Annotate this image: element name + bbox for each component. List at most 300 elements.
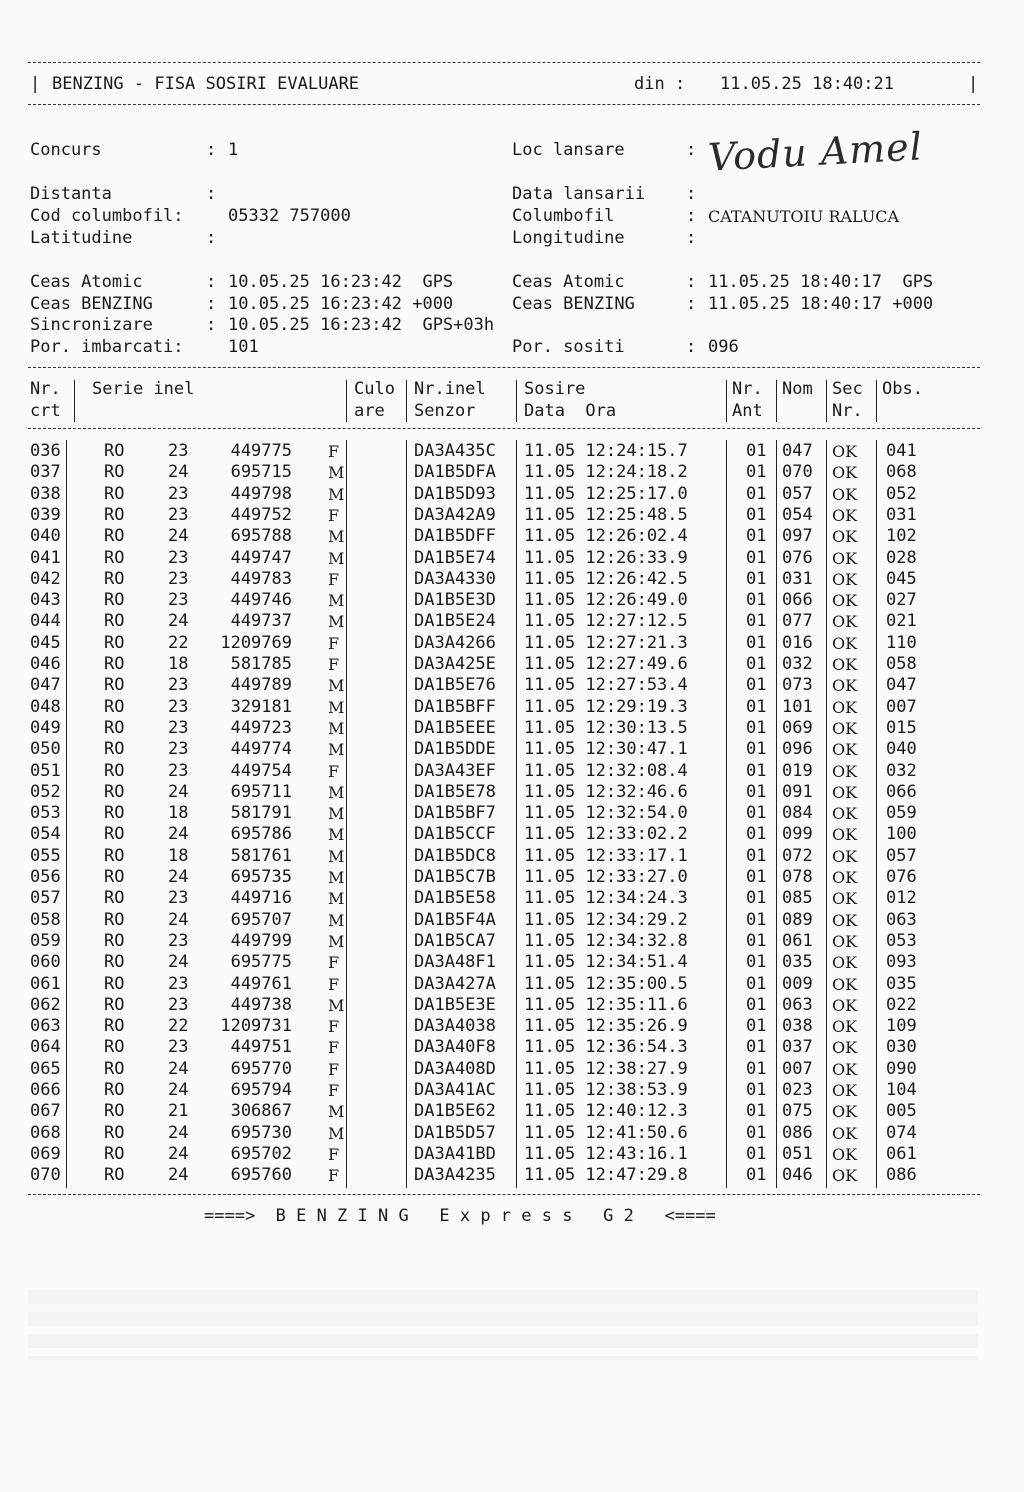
cell-arrival: 11.05 12:33:27.0: [524, 867, 688, 887]
table-row: [0, 1144, 1000, 1165]
cell-nom: 089: [782, 909, 813, 930]
col-header-sec-nr: Nr.: [832, 401, 863, 421]
cell-country: RO: [104, 1058, 125, 1079]
col-header-culoare: Culo: [354, 379, 395, 399]
cell-sex: F: [328, 655, 340, 674]
cell-obs: 059: [886, 803, 917, 824]
cell-nom: 051: [782, 1143, 813, 1164]
cell-nr-crt: 055: [30, 845, 61, 866]
cell-nom: 016: [782, 632, 813, 653]
cell-nr-ant: 01: [746, 632, 767, 653]
cell-nr-ant: 01: [746, 462, 767, 483]
cell-sensor: DA1B5E74: [414, 547, 496, 568]
cell-sec: OK: [832, 1017, 858, 1037]
cell-sec: OK: [832, 995, 858, 1015]
cell-sec: OK: [832, 846, 858, 866]
cell-sec: OK: [832, 633, 858, 653]
cell-sex: M: [328, 804, 345, 824]
cell-sex: M: [328, 910, 345, 930]
cell-nom: 069: [782, 717, 813, 738]
cell-arrival: 11.05 12:26:49.0: [524, 590, 688, 611]
col-header-crt: crt: [30, 401, 61, 421]
cell-nr-crt: 042: [30, 568, 61, 589]
cell-ring: 449799: [230, 930, 292, 951]
cell-arrival: 11.05 12:35:11.6: [524, 994, 688, 1015]
table-row: [0, 462, 1000, 483]
table-row: [0, 888, 1000, 909]
cell-nr-ant: 01: [746, 696, 767, 717]
cell-nom: 075: [782, 1101, 813, 1122]
cell-nr-crt: 040: [30, 526, 61, 547]
cell-sec: OK: [832, 463, 858, 483]
ceas-atomic-label-2: Ceas Atomic: [512, 272, 625, 292]
cell-year: 22: [168, 1016, 189, 1037]
cell-arrival: 11.05 12:26:42.5: [524, 568, 688, 589]
col-header-obs: Obs.: [882, 379, 923, 399]
cell-country: RO: [104, 1165, 125, 1186]
table-row: [0, 1037, 1000, 1058]
cell-nr-crt: 067: [30, 1101, 61, 1122]
cell-arrival: 11.05 12:47:29.8: [524, 1165, 688, 1186]
cell-obs: 063: [886, 909, 917, 930]
cell-sex: F: [328, 1144, 340, 1164]
cell-year: 18: [168, 845, 189, 866]
table-row: [0, 782, 1000, 803]
cell-country: RO: [104, 483, 125, 504]
cell-obs: 104: [886, 1080, 917, 1100]
cell-nr-ant: 01: [746, 717, 767, 738]
col-header-ant: Ant: [732, 401, 763, 421]
cell-ring: 449761: [230, 973, 292, 994]
cell-obs: 109: [886, 1016, 917, 1037]
cell-sensor: DA1B5E3D: [414, 590, 496, 611]
cell-sec: OK: [832, 974, 858, 994]
ceas-benzing-label: Ceas BENZING: [30, 294, 153, 314]
cell-ring: 449774: [230, 739, 292, 760]
cell-arrival: 11.05 12:32:46.6: [524, 781, 688, 802]
table-row: [0, 611, 1000, 632]
table-row: [0, 761, 1000, 782]
cell-arrival: 11.05 12:30:13.5: [524, 717, 688, 738]
cell-ring: 449752: [230, 504, 292, 525]
cell-sec: OK: [832, 1144, 858, 1164]
cell-nom: 061: [782, 930, 813, 951]
cell-sex: M: [328, 612, 345, 632]
cell-sec: OK: [832, 868, 858, 887]
cell-arrival: 11.05 12:41:50.6: [524, 1122, 688, 1143]
cell-nr-crt: 059: [30, 930, 61, 951]
cell-obs: 053: [886, 930, 917, 951]
cell-year: 24: [168, 824, 189, 845]
cell-ring: 449798: [230, 483, 292, 504]
cell-sensor: DA3A42A9: [414, 504, 496, 525]
cell-nr-ant: 01: [746, 547, 767, 568]
cell-obs: 041: [886, 441, 917, 461]
cell-nr-ant: 01: [746, 1101, 767, 1122]
cell-nom: 076: [782, 547, 813, 568]
ceas-benzing-label-2: Ceas BENZING: [512, 294, 635, 314]
cell-sensor: DA3A435C: [414, 441, 496, 461]
cell-nom: 086: [782, 1122, 813, 1143]
cell-year: 24: [168, 611, 189, 632]
cell-sensor: DA1B5CA7: [414, 930, 496, 951]
cell-obs: 093: [886, 952, 917, 973]
cell-ring: 695770: [230, 1058, 292, 1079]
cell-nr-ant: 01: [746, 1037, 767, 1058]
cell-sensor: DA3A4038: [414, 1016, 496, 1037]
cell-sec: OK: [832, 825, 858, 845]
cell-nr-ant: 01: [746, 1143, 767, 1164]
cell-nr-ant: 01: [746, 526, 767, 547]
cell-nr-ant: 01: [746, 1058, 767, 1079]
cell-ring: 695760: [230, 1165, 292, 1186]
cell-nr-crt: 054: [30, 824, 61, 845]
distanta-colon: :: [206, 184, 217, 204]
table-row: [0, 718, 1000, 739]
cell-sec: OK: [832, 782, 858, 802]
cell-nr-ant: 01: [746, 483, 767, 504]
cell-country: RO: [104, 654, 125, 674]
cell-year: 23: [168, 739, 189, 760]
cell-nr-ant: 01: [746, 845, 767, 866]
table-row: [0, 654, 1000, 675]
cell-nr-ant: 01: [746, 739, 767, 760]
cell-nr-ant: 01: [746, 504, 767, 525]
cell-nom: 009: [782, 973, 813, 994]
cell-nr-ant: 01: [746, 803, 767, 824]
cell-nr-ant: 01: [746, 994, 767, 1015]
ceas-atomic-start: 10.05.25 16:23:42 GPS: [228, 272, 454, 292]
cell-nom: 038: [782, 1016, 813, 1037]
cell-nr-crt: 056: [30, 867, 61, 887]
cell-sex: F: [328, 569, 340, 589]
cell-sensor: DA3A4266: [414, 632, 496, 653]
cod-columbofil-value: 05332 757000: [228, 206, 351, 226]
cell-sensor: DA1B5EEE: [414, 717, 496, 738]
cell-sensor: DA1B5E76: [414, 675, 496, 696]
cell-nr-crt: 036: [30, 441, 61, 461]
cell-arrival: 11.05 12:38:53.9: [524, 1080, 688, 1100]
cell-year: 23: [168, 696, 189, 717]
cell-obs: 090: [886, 1058, 917, 1079]
cell-arrival: 11.05 12:34:32.8: [524, 930, 688, 951]
cell-year: 24: [168, 1165, 189, 1186]
cell-year: 23: [168, 760, 189, 781]
cell-sex: F: [328, 1081, 340, 1100]
report-title: BENZING - FISA SOSIRI EVALUARE: [52, 74, 360, 94]
ceas-benzing-colon: :: [206, 294, 217, 314]
cell-arrival: 11.05 12:24:15.7: [524, 441, 688, 461]
cell-nr-crt: 068: [30, 1122, 61, 1143]
cell-nr-ant: 01: [746, 590, 767, 611]
cell-nr-ant: 01: [746, 1016, 767, 1037]
cell-year: 22: [168, 632, 189, 653]
cell-sex: M: [328, 889, 345, 909]
latitudine-colon: :: [206, 228, 217, 248]
cell-ring: 449738: [230, 994, 292, 1015]
cell-nr-ant: 01: [746, 1165, 767, 1186]
table-row: [0, 1080, 1000, 1101]
table-row: [0, 1123, 1000, 1144]
cell-nr-crt: 038: [30, 483, 61, 504]
cell-sec: OK: [832, 1059, 858, 1079]
cell-sec: OK: [832, 804, 858, 824]
columbofil-label: Columbofil: [512, 206, 615, 226]
cell-ring: 695730: [230, 1122, 292, 1143]
col-header-nr: Nr.: [30, 379, 61, 399]
cell-arrival: 11.05 12:35:00.5: [524, 973, 688, 994]
cell-nr-crt: 063: [30, 1016, 61, 1037]
distanta-label: Distanta: [30, 184, 112, 204]
col-header-nr-inel: Nr.inel: [414, 379, 486, 399]
cell-year: 24: [168, 462, 189, 483]
cell-arrival: 11.05 12:38:27.9: [524, 1058, 688, 1079]
cell-nr-ant: 01: [746, 611, 767, 632]
table-row: [0, 931, 1000, 952]
cell-sec: OK: [832, 527, 858, 547]
longitudine-label: Longitudine: [512, 228, 625, 248]
cell-ring: 329181: [230, 696, 292, 717]
cell-sex: F: [328, 1059, 340, 1079]
cell-nr-ant: 01: [746, 909, 767, 930]
cell-sex: F: [328, 974, 340, 994]
cell-nom: 096: [782, 739, 813, 760]
concurs-colon: :: [206, 140, 217, 160]
cell-country: RO: [104, 781, 125, 802]
cell-ring: 449747: [230, 547, 292, 568]
table-row: [0, 548, 1000, 569]
cell-nr-crt: 051: [30, 760, 61, 781]
cell-nr-crt: 050: [30, 739, 61, 760]
cell-nr-ant: 01: [746, 824, 767, 845]
cell-obs: 035: [886, 973, 917, 994]
cell-country: RO: [104, 1016, 125, 1037]
cell-sensor: DA1B5E78: [414, 781, 496, 802]
cell-sensor: DA1B5BF7: [414, 803, 496, 824]
cell-obs: 074: [886, 1122, 917, 1143]
columbofil-value: CATANUTOIU RALUCA: [708, 207, 900, 226]
cell-sensor: DA1B5C7B: [414, 867, 496, 887]
cell-obs: 028: [886, 547, 917, 568]
cell-sensor: DA3A425E: [414, 654, 496, 674]
cell-country: RO: [104, 632, 125, 653]
cell-nom: 085: [782, 888, 813, 909]
cell-nr-crt: 045: [30, 632, 61, 653]
cell-country: RO: [104, 739, 125, 760]
cell-arrival: 11.05 12:34:24.3: [524, 888, 688, 909]
cell-sensor: DA3A41BD: [414, 1143, 496, 1164]
table-row: [0, 484, 1000, 505]
cell-nr-crt: 058: [30, 909, 61, 930]
ceas-atomic-end: 11.05.25 18:40:17 GPS: [708, 272, 934, 292]
cell-obs: 015: [886, 717, 917, 738]
cell-ring: 449775: [230, 441, 292, 461]
cell-arrival: 11.05 12:33:02.2: [524, 824, 688, 845]
cell-year: 24: [168, 909, 189, 930]
cell-year: 23: [168, 994, 189, 1015]
table-row: [0, 974, 1000, 995]
cell-obs: 007: [886, 696, 917, 717]
cell-ring: 695707: [230, 909, 292, 930]
cell-nom: 031: [782, 568, 813, 589]
cell-nr-ant: 01: [746, 930, 767, 951]
cell-country: RO: [104, 909, 125, 930]
cell-nr-crt: 065: [30, 1058, 61, 1079]
cell-nr-ant: 01: [746, 1080, 767, 1100]
report-din-label: din :: [634, 74, 686, 94]
cell-obs: 032: [886, 760, 917, 781]
cell-country: RO: [104, 994, 125, 1015]
cell-nom: 019: [782, 760, 813, 781]
columbofil-colon: :: [686, 206, 697, 226]
cell-sensor: DA1B5E62: [414, 1101, 496, 1122]
cell-country: RO: [104, 824, 125, 845]
cell-sex: M: [328, 463, 345, 483]
cell-nr-ant: 01: [746, 441, 767, 461]
cell-country: RO: [104, 930, 125, 951]
table-row: [0, 1165, 1000, 1186]
table-row: [0, 675, 1000, 696]
col-header-senzor: Senzor: [414, 401, 476, 421]
cell-ring: 1209769: [220, 632, 292, 653]
cell-sex: M: [328, 846, 345, 866]
col-header-nom: Nom: [782, 379, 813, 399]
cell-nr-crt: 069: [30, 1143, 61, 1164]
table-row: [0, 739, 1000, 760]
cell-arrival: 11.05 12:35:26.9: [524, 1016, 688, 1037]
cell-nom: 101: [782, 696, 813, 717]
cell-obs: 068: [886, 462, 917, 483]
cell-sensor: DA1B5DC8: [414, 845, 496, 866]
cell-ring: 695711: [230, 781, 292, 802]
cell-country: RO: [104, 526, 125, 547]
cell-sex: F: [328, 1166, 340, 1186]
table-row: [0, 952, 1000, 973]
cell-ring: 449783: [230, 568, 292, 589]
cell-sec: OK: [832, 761, 858, 781]
cell-sex: M: [328, 548, 345, 568]
cell-sensor: DA1B5D57: [414, 1122, 496, 1143]
cell-nr-crt: 053: [30, 803, 61, 824]
cell-nr-crt: 061: [30, 973, 61, 994]
cell-year: 23: [168, 568, 189, 589]
col-header-data-ora: Data Ora: [524, 401, 617, 421]
cell-sensor: DA1B5E58: [414, 888, 496, 909]
cell-nom: 097: [782, 526, 813, 547]
cell-sex: M: [328, 740, 345, 760]
cod-columbofil-label: Cod columbofil:: [30, 206, 184, 226]
cell-sec: OK: [832, 591, 858, 611]
cell-country: RO: [104, 867, 125, 887]
cell-year: 24: [168, 1058, 189, 1079]
cell-year: 23: [168, 973, 189, 994]
cell-sensor: DA1B5DFF: [414, 526, 496, 547]
cell-nom: 035: [782, 952, 813, 973]
cell-year: 24: [168, 1143, 189, 1164]
cell-sensor: DA3A48F1: [414, 952, 496, 973]
cell-sensor: DA1B5E24: [414, 611, 496, 632]
cell-arrival: 11.05 12:25:17.0: [524, 483, 688, 504]
cell-nr-crt: 048: [30, 696, 61, 717]
cell-nom: 047: [782, 441, 813, 461]
cell-obs: 005: [886, 1101, 917, 1122]
col-header-nr-ant: Nr.: [732, 379, 763, 399]
cell-arrival: 11.05 12:27:49.6: [524, 654, 688, 674]
cell-sec: OK: [832, 484, 858, 504]
cell-arrival: 11.05 12:27:21.3: [524, 632, 688, 653]
table-row: [0, 995, 1000, 1016]
cell-obs: 031: [886, 504, 917, 525]
cell-sex: F: [328, 1038, 340, 1058]
table-row: [0, 803, 1000, 824]
cell-nr-crt: 041: [30, 547, 61, 568]
concurs-label: Concurs: [30, 140, 102, 160]
cell-obs: 047: [886, 675, 917, 696]
cell-arrival: 11.05 12:43:16.1: [524, 1143, 688, 1164]
table-row: [0, 846, 1000, 867]
cell-sex: M: [328, 782, 345, 802]
table-row: [0, 569, 1000, 590]
por-sositi-label: Por. sositi: [512, 337, 625, 357]
cell-year: 23: [168, 675, 189, 696]
cell-obs: 061: [886, 1143, 917, 1164]
bleed-through: [28, 1290, 978, 1360]
cell-arrival: 11.05 12:36:54.3: [524, 1037, 688, 1058]
cell-arrival: 11.05 12:26:02.4: [524, 526, 688, 547]
cell-sec: OK: [832, 442, 858, 461]
cell-ring: 695788: [230, 526, 292, 547]
cell-nr-crt: 052: [30, 781, 61, 802]
report-datetime: 11.05.25 18:40:21: [720, 74, 894, 94]
cell-nom: 023: [782, 1080, 813, 1100]
cell-nr-crt: 047: [30, 675, 61, 696]
cell-country: RO: [104, 696, 125, 717]
ceas-atomic-colon: :: [206, 272, 217, 292]
cell-ring: 449789: [230, 675, 292, 696]
cell-year: 18: [168, 803, 189, 824]
cell-year: 18: [168, 654, 189, 674]
table-row: [0, 526, 1000, 547]
cell-arrival: 11.05 12:32:54.0: [524, 803, 688, 824]
cell-nr-ant: 01: [746, 888, 767, 909]
cell-year: 21: [168, 1101, 189, 1122]
cell-nr-crt: 070: [30, 1165, 61, 1186]
cell-country: RO: [104, 803, 125, 824]
cell-ring: 449716: [230, 888, 292, 909]
col-header-sosire: Sosire: [524, 379, 586, 399]
cell-nr-crt: 064: [30, 1037, 61, 1058]
cell-nom: 073: [782, 675, 813, 696]
por-sositi-colon: :: [686, 337, 697, 357]
cell-country: RO: [104, 504, 125, 525]
cell-sec: OK: [832, 548, 858, 568]
cell-obs: 100: [886, 824, 917, 845]
table-row: [0, 1059, 1000, 1080]
cell-country: RO: [104, 568, 125, 589]
data-lansarii-label: Data lansarii: [512, 184, 646, 204]
cell-nom: 063: [782, 994, 813, 1015]
data-lansarii-colon: :: [686, 184, 697, 204]
cell-year: 23: [168, 717, 189, 738]
col-header-serie-inel: Serie inel: [92, 379, 195, 399]
cell-sensor: DA3A43EF: [414, 760, 496, 781]
cell-nom: 072: [782, 845, 813, 866]
cell-sex: F: [328, 953, 340, 973]
cell-nom: 077: [782, 611, 813, 632]
cell-ring: 581791: [230, 803, 292, 824]
footer-banner: ====> B E N Z I N G E x p r e s s G 2 <====: [204, 1206, 716, 1226]
cell-sec: OK: [832, 569, 858, 589]
